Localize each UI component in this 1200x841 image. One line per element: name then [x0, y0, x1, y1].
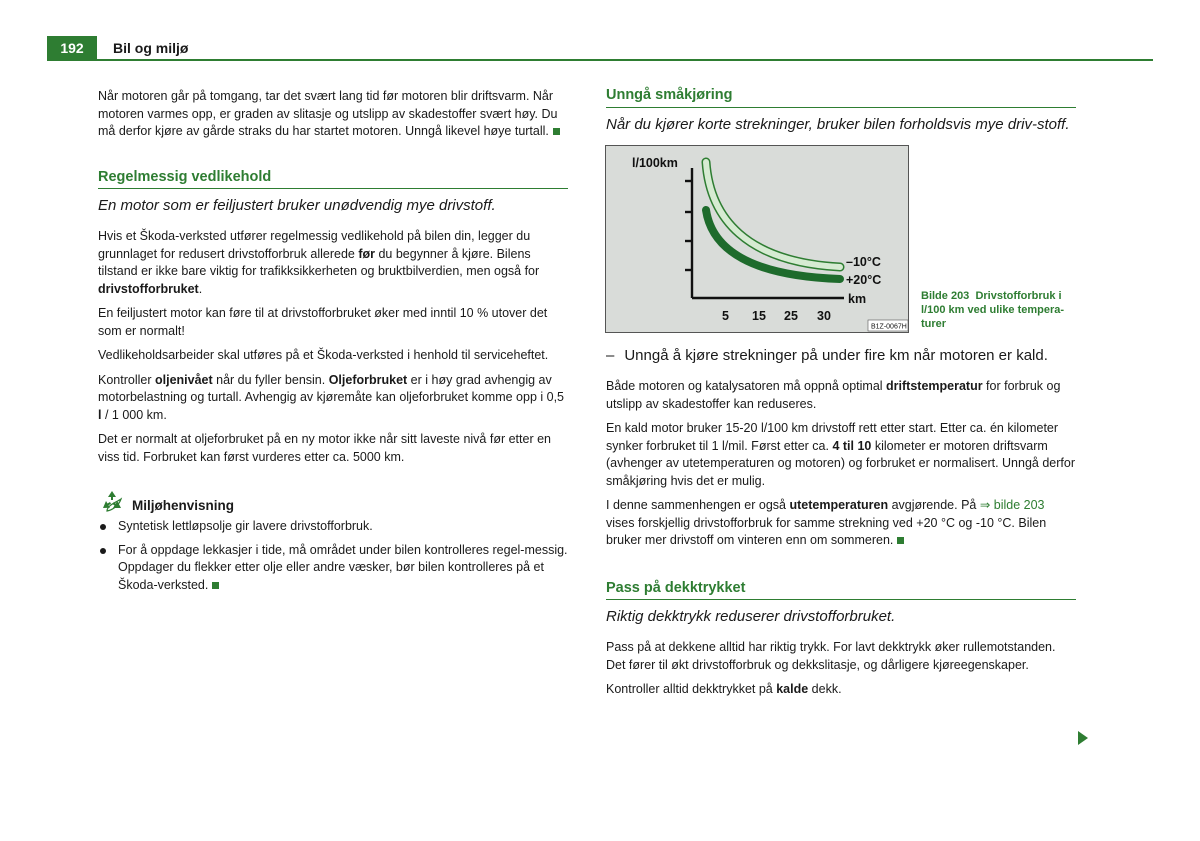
next-page-arrow-icon[interactable]	[1078, 731, 1088, 745]
lead-short-trips: Når du kjører korte strekninger, bruker bilen forholdsvis mye driv-stoff.	[606, 115, 1070, 133]
tyre-p1: Pass på at dekkene alltid har riktig trykk. For lavt dekktrykk øker rullemotstanden. Det fører til økt drivstofforbruk og dekkslitasje, og dårligere kjøreegenskaper.	[606, 640, 1056, 672]
short-trips-p1: Både motoren og katalysatoren må oppnå optimal driftstemperatur for forbruk og utslipp av skadestoffer kan reduseres.	[606, 379, 1061, 411]
series-label-plus20: +20°C	[846, 272, 882, 287]
lead-maintenance: En motor som er feiljustert bruker unødvendig mye drivstoff.	[98, 197, 496, 214]
page-number: 192	[47, 36, 97, 61]
short-trips-p2: En kald motor bruker 15-20 l/100 km drivstoff rett etter start. Etter ca. én kilometer synker forbruket til 1 l/mil. Først etter ca. 4 til 10 kilometer er motoren driftsvarm (avhenger av utetemperaturen og motoren) og forbruket er normalisert. Unngå derfor småkjøring hvis det er mulig.	[606, 421, 1075, 488]
consumption-graph-svg	[606, 146, 908, 332]
maintenance-p3: Vedlikeholdsarbeider skal utføres på et Škoda-verksted i henhold til serviceheftet.	[98, 348, 549, 362]
header-rule	[47, 59, 1153, 61]
x-tick-label: 30	[817, 308, 831, 323]
maintenance-p4: Kontroller oljenivået når du fyller bensin. Oljeforbruket er i høy grad avhengig av motorbelastning og turtall. Avhengig av kjøremåte kan oljeforbruket komme opp i 0,5 l / 1 000 km.	[98, 372, 564, 422]
end-square-icon	[553, 128, 560, 135]
maintenance-p2: En feiljustert motor kan føre til at drivstofforbruket øker med inntil 10 % utover det som er normalt!	[98, 306, 548, 338]
consumption-graph	[605, 145, 909, 333]
maintenance-p5: Det er normalt at oljeforbruket på en ny motor ikke når sitt laveste nivå før etter en viss tid. Forbruket kan først vurderes etter ca. 5000 km.	[98, 432, 551, 464]
environment-note-title: Miljøhenvisning	[98, 488, 568, 514]
page-header	[47, 36, 1153, 61]
section-name: Bil og miljø	[113, 40, 189, 56]
y-axis-label: l/100km	[632, 155, 678, 170]
list-item: Syntetisk lettløpsolje gir lavere drivstofforbruk.	[98, 518, 568, 536]
series-label-minus10: –10°C	[846, 254, 881, 269]
figure-code: B1Z-0067H	[871, 323, 907, 330]
dash-list-item: – Unngå å kjøre strekninger på under fire km når motoren er kald.	[606, 346, 1048, 364]
intro-paragraph: Når motoren går på tomgang, tar det svært lang tid før motoren blir driftsvarm. Når motoren varmes opp, er graden av slitasje og utslipp av skadestoffer svært høy. Du må derfor kjøre av gårde straks du har startet motoren. Unngå likevel høye turtall.	[98, 88, 568, 141]
x-tick-label: 15	[752, 308, 766, 323]
recycle-leaf-icon	[98, 488, 126, 514]
short-trips-p3: I denne sammenhengen er også utetemperaturen avgjørende. På ⇒ bilde 203 vises forskjellig drivstofforbruk for samme strekning ved +20 °C og -10 °C. Bilen bruker mer drivstoff om vinteren enn om sommeren.	[606, 498, 1047, 547]
environment-bullets	[98, 518, 568, 594]
figure-reference-link[interactable]: ⇒ bilde 203	[979, 498, 1045, 512]
heading-tyre-pressure: Pass på dekktrykket	[606, 580, 1076, 601]
figure-203	[605, 145, 1076, 333]
tyre-p2: Kontroller alltid dekktrykket på kalde dekk.	[606, 682, 842, 696]
end-square-icon	[897, 537, 904, 544]
lead-tyre-pressure: Riktig dekktrykk reduserer drivstofforbruket.	[606, 608, 896, 625]
list-item: For å oppdage lekkasjer i tide, må området under bilen kontrolleres regel-messig. Oppdager du flekker etter olje eller andre væsker, bør bilen kontrolleres på et Škoda-verksted.	[98, 542, 568, 595]
x-tick-label: 25	[784, 308, 798, 323]
right-column	[606, 87, 1076, 706]
x-axis-label: km	[848, 291, 867, 306]
maintenance-p1: Hvis et Škoda-verksted utfører regelmessig vedlikehold på bilen din, legger du grunnlaget for redusert drivstofforbruk allerede før du begynner å kjøre. Bilens tilstand er ikke bare viktig for trafikksikkerheten og bruktbilverdien, men også for drivstofforbruket.	[98, 229, 540, 296]
heading-maintenance: Regelmessig vedlikehold	[98, 169, 568, 190]
x-tick-label: 5	[722, 308, 729, 323]
figure-caption: Bilde 203 Drivstofforbruk i l/100 km ved ulike tempera-turer	[921, 289, 1065, 330]
heading-short-trips: Unngå småkjøring	[606, 87, 1076, 108]
end-square-icon	[212, 582, 219, 589]
left-column	[98, 88, 568, 600]
